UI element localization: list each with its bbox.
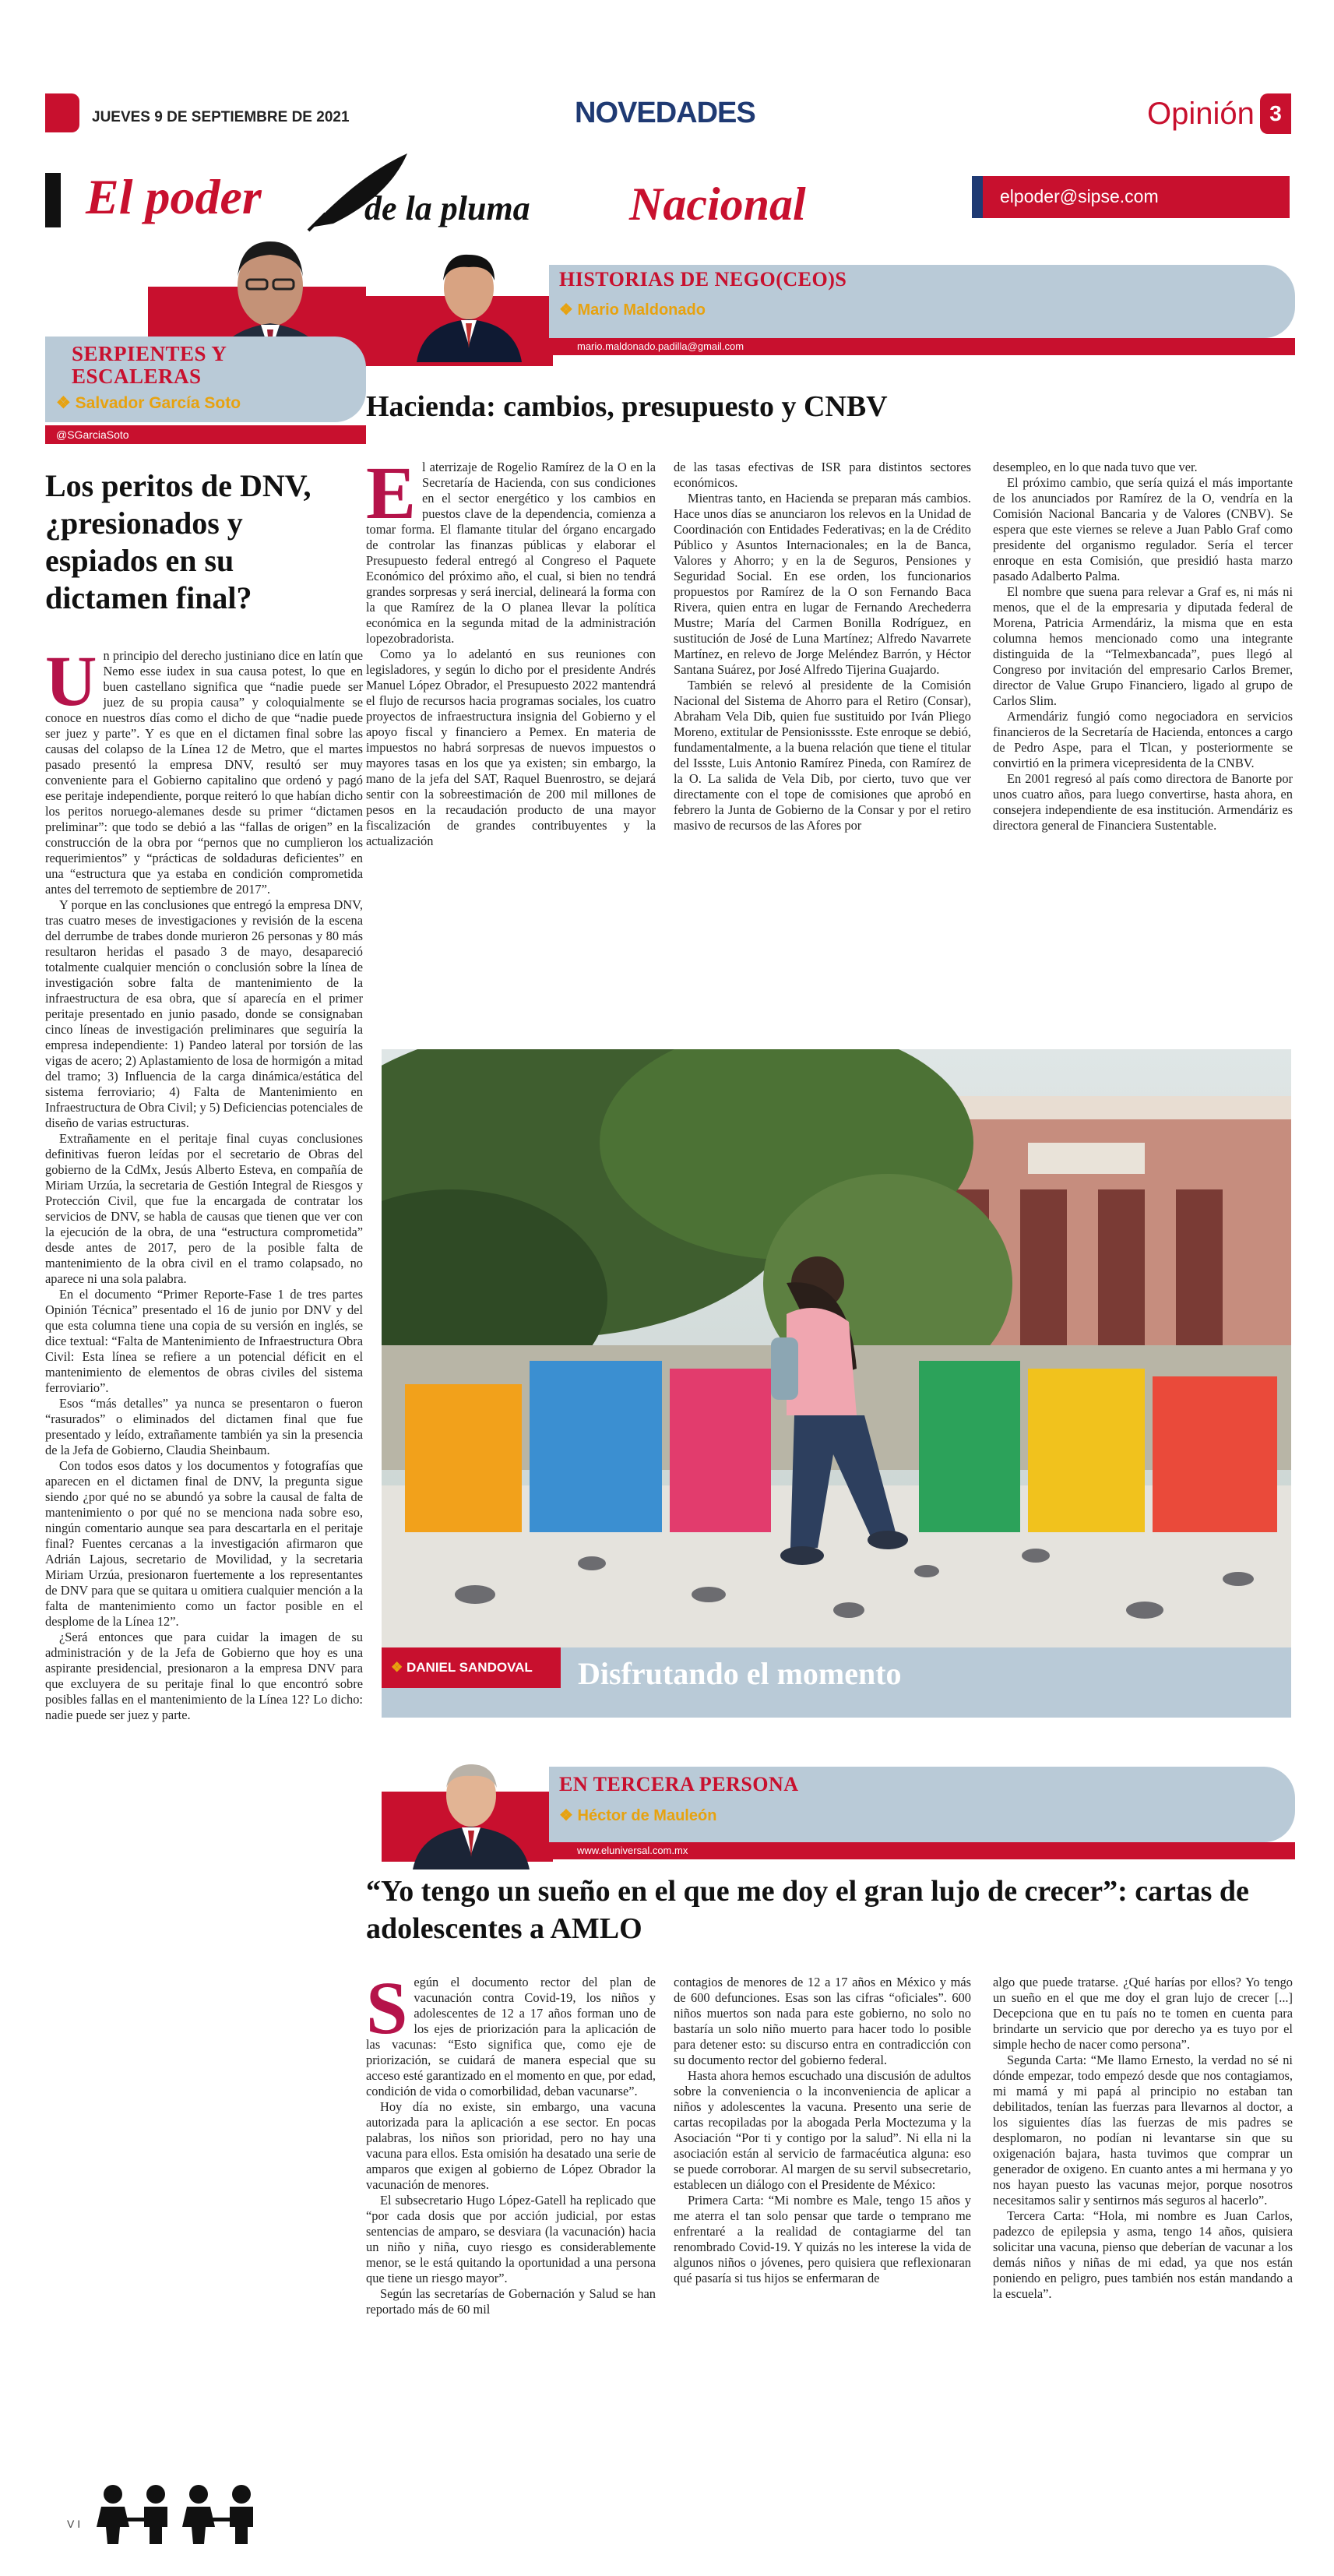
email-badge [972,176,1290,218]
left-paragraph-4: En el documento “Primer Reporte-Fase 1 de tres partes Opinión Técnica” presentado el 16 de junio por DNV y del que esta columna tiene una copia de su versión en inglés, se dice textual: “Falta de Mantenimiento de Infraestructura Obra Civil: Esta línea se refiere a un potencial déficit en el mantenimiento de elementos de obras civiles del sistema ferroviario”. [45,1287,363,1395]
author-portrait-2 [417,245,522,362]
bottom-headline: “Yo tengo un sueño en el que me doy el gran lujo de crecer”: cartas de adolescentes a AMLO [366,1875,1249,1945]
left-paragraph-3: Extrañamente en el peritaje final cuyas conclusiones definitivas fueron leídas por el secretario de Obras del gobierno de la CdMx, Jesús Alberto Esteva, en compañía de Miriam Urzúa, la secretaria de Gestión Integral de Riesgos y Protección Civil, que fue la encargada de contratar los servicios de DNV, se habla de causas que tienen que ver con la ejecución de la obra, de una “estructura comprometida” desde antes de 2017, pero de la posible falta de mantenimiento de la obra civil en el tramo colapsado, no aparece ni una sola palabra. [45,1131,363,1286]
left-handle[interactable]: @SGarciaSoto [56,428,129,441]
left-author-name: Salvador García Soto [75,394,241,412]
bottom-url[interactable]: www.eluniversal.com.mx [577,1845,688,1856]
bottom-url-bar [549,1842,1295,1859]
bottom-paragraph-9: Segunda Carta: “Me llamo Ernesto, la verdad no sé ni dónde empezar, todo empezó desde que nos contagiamos, mi mamá y mi papá al principio no estaban tan debilitados, tenían las fuerzas para llevarnos al doctor, a los siguientes días las fuerzas de mis padres se desplomaron, no podían ni levantarse sin que su oxigenación bajara, hasta tuvimos que comprar un generador de oxigeno. En cuanto antes a mi hermana y yo nos hayan puesto las vacunas mejor, porque nosotros necesitamos salir y sentirnos más seguros al hacerlo”. [993,2053,1293,2208]
header-date: JUEVES 9 DE SEPTIEMBRE DE 2021 [92,109,350,125]
photo-caption: Disfrutando el momento [578,1656,902,1691]
bottom-paragraph-3: El subsecretario Hugo López-Gatell ha replicado que “por cada dosis que por acción judicial, por estas sentencias de amparo, se desviara (la vacunación) hacia un niño y niña, cuyo riesgo es considerablemente menor, se le está quitando la oportunidad a una persona que tiene un riesgo mayor”. [366,2193,656,2285]
top-dropcap: E [366,451,417,534]
top-paragraph-6: desempleo, en lo que nada tuvo que ver. [993,460,1198,474]
top-article-col-3 [993,460,1293,833]
top-email-bar [549,338,1295,355]
bottom-paragraph-10: Tercera Carta: “Hola, mi nombre es Juan Carlos, padezco de epilepsia y asma, tengo 14 años, quisiera solicitar una vacuna, pienso que deberían de vacunar a los demás niños y niñas de mi edad, ya que nos están poniendo en peligro, pues también nos están mandando a la escuela”. [993,2208,1293,2301]
newspaper-name: NOVEDADES [575,97,755,129]
header-red-tab [45,93,79,132]
top-paragraph-10: En 2001 regresó al país como directora de Banorte por unos cuatro años, para luego convertirse, hasta ahora, en consejera independiente de esa institución. Armendáriz es directora general de Financiera Sustentable. [993,771,1293,833]
left-headline: Los peritos de DNV, ¿presionados y espiados en su dictamen final? [45,468,312,615]
bottom-paragraph-8: algo que puede tratarse. ¿Qué harías por ellos? Yo tengo un sueño en el que me doy el gran lujo de crecer [...] Decepciona que en tu país no te tomen en cuenta para brindarte un servicio que por derecho ya es tuyo por el simple hecho de nacer como persona”. [993,1975,1293,2052]
left-paragraph-5: Esos “más detalles” ya nunca se presentaron o fueron “rasurados” o eliminados del dictamen final que fue presentado y leído, extrañamente también ya sin la presencia de la Jefa de Gobierno, Claudia Sheinbaum. [45,1396,363,1457]
masthead-title-part3: Nacional [629,178,806,230]
star-icon: ❖ [391,1660,403,1675]
children-figures-icon [93,2483,273,2546]
left-column-name: SERPIENTES Y ESCALERAS [72,342,227,388]
bottom-paragraph-1: egún el documento rector del plan de vacunación contra Covid-19, los niños y adolescentes de 12 a 17 años forman uno de los ejes de priorización para la aplicación de las vacunas: “Esto significa que, como eje de priorización, se cuidará de manera especial que su acceso esté garantizado en el momento en que, por edad, condición de vida o comorbilidad, deban vacunarse”. [366,1975,656,2099]
bottom-article-col-3 [993,1975,1293,2302]
bottom-column-name: EN TERCERA PERSONA [559,1773,799,1795]
author-portrait-3 [413,1753,530,1869]
bottom-author-name: Héctor de Mauleón [577,1807,717,1824]
top-author-email[interactable]: mario.maldonado.padilla@gmail.com [577,340,744,352]
bottom-paragraph-6: Hasta ahora hemos escuchado una discusión de adultos sobre la conveniencia o la inconveniencia de aplicar a niños y adolescentes la vacuna. Presento una serie de cartas recopiladas por la abogada Perla Moctezuma y la Asociación “Por ti y contigo por la salud”. Ni ella ni la asociación están al servicio de farmacéutica alguna: eso se puede corroborar. Al margen de su servil subsecretario, establecen un diálogo con el Presidente de México: [674,2068,971,2192]
news-photo [382,1049,1291,1647]
left-dropcap: U [45,641,97,721]
section-name: Opinión [1147,97,1255,131]
top-article-col-2 [674,460,971,833]
top-article-col-1 [366,451,656,849]
left-paragraph-7: ¿Será entonces que para cuidar la imagen de su administración y de la Jefa de Gobierno que hoy es una aspirante presidencial, presionaron a la empresa DNV para que excluyera de su peritaje final lo que encontró sobre posibles fallas en el mantenimiento de la Línea 12? Lo dicho: nadie puede ser juez y parte. [45,1630,363,1722]
masthead-title-part1: El poder [86,169,262,224]
star-icon: ❖ [56,394,71,412]
top-paragraph-3: de las tasas efectivas de ISR para distintos sectores económicos. [674,460,971,490]
top-paragraph-5: También se relevó al presidente de la Comisión Nacional del Sistema de Ahorro para el Retiro (Consar), Abraham Vela Dib, quien fue sustituido por Iván Pliego Moreno, extitular de Pensionissste. Este enroque se debió, fundamentalmente, a la buena relación que tiene el titular del Issste, Luis Antonio Ramírez Pineda, con Ramírez de la O. La salida de Vela Dib, por cierto, tuvo que ver directamente con el tope de comisiones que aprobó en febrero la Junta de Gobierno de la Consar y por el retiro masivo de recursos de las Afores por [674,678,971,833]
top-headline: Hacienda: cambios, presupuesto y CNBV [366,390,888,423]
bottom-paragraph-7: Primera Carta: “Mi nombre es Male, tengo 15 años y me aterra el tan solo pensar que tarde o temprano me enfrentaré a la realidad de contagiarme del tan renombrado Covid-19. Y quizás no les interese la vida de algunos niños o jóvenes, pero quisiera que reflexionaran qué pasaría si tus hijos se enfermaran de [674,2193,971,2285]
left-author [56,393,241,413]
masthead-title-part2: de la pluma [364,189,530,227]
top-paragraph-4: Mientras tanto, en Hacienda se preparan más cambios. Hace unos días se anunciaron los relevos en la Unidad de Coordinación con Entidades Federativas; en la de Crédito Público y Asuntos Internacionales; en la de Banca, Valores y Ahorro; y en la de Seguros, Pensiones y Seguridad Social. En ese orden, los funcionarios propuestos por Ramírez de la O son Fernando Baca Rivera, quien entra en lugar de Fernando Arechederra Mustre; María del Carmen Bonilla Rodríguez, en sustitución de José de Luna Martínez; Alfredo Navarrete Martínez, en relevo de Jorge Meléndez Barrón, y Héctor Santana Suárez, por José Alfredo Tijerina Guajardo. [674,491,971,677]
page-number: 3 [1260,93,1291,134]
star-icon: ❖ [559,1807,573,1824]
top-paragraph-8: El nombre que suena para relevar a Graf es, ni más ni menos, que el de la empresaria y diputada federal de Morena, Patricia Armendáriz, la misma que en esta columna hemos mencionado como una integrante distinguida de la “Telmexbancada”, pues llegó al Congreso por invitación del empresario Carlos Bremer, director de Value Grupo Financiero, ligado al grupo de Carlos Slim. [993,584,1293,708]
top-column-name: HISTORIAS DE NEGO(CEO)S [559,268,847,291]
top-paragraph-7: El próximo cambio, que sería quizá el más importante de los anunciados por Ramírez de la O, vendría en la Comisión Nacional Bancaria y de Valores (CNBV). Se espera que este viernes se releve a Juan Pablo Graf como presidente del organismo regulador. Sería el tercer enroque en esta Comisión, que presidió hasta marzo pasado Adalberto Palma. [993,475,1293,583]
bottom-paragraph-5: contagios de menores de 12 a 17 años en México y más de 600 defunciones. Esas son las cifras “oficiales”. 600 niños muertos son nada para este gobierno, no solo no bastaría un solo niño muerto para hacer todo lo posible para detener esto: su discurso entra en contradicción con su documento rector del gobierno federal. [674,1975,971,2067]
left-handle-bar [45,425,366,444]
star-icon: ❖ [559,301,573,319]
top-author [559,300,706,319]
top-paragraph-9: Armendáriz fungió como negociadora en servicios financieros de la Secretaría de Hacienda, entonces a cargo de Pedro Aspe, para el Tlcan, y posteriormente se convirtió en la primera vicepresidenta de la CNBV. [993,709,1293,770]
masthead-bar [45,173,61,227]
bottom-paragraph-4: Según las secretarías de Gobernación y Salud se han reportado más de 60 mil [366,2286,656,2317]
left-paragraph-2: Y porque en las conclusiones que entregó la empresa DNV, tras cuatro meses de investigaciones y revisión de la escena del derrumbe de trabes donde murieron 26 personas y 80 más resultaron heridas el pasado 3 de mayo, desapareció totalmente cualquier mención o conclusión sobre la línea de investigación sobre falta de mantenimiento de la infraestructura de esa obra, que sí aparecía en el primer peritaje presentado en junio pasado, donde se consignaban cinco líneas de investigación preliminares que seguiría la empresa independiente: 1) Pandeo lateral por torsión de las vigas de acero; 2) Aplastamiento de losa de hormigón a mitad del tramo; 3) Influencia de la carga dinámica/estática del sistema ferroviario; 4) Falta de Mantenimiento en Infraestructura de Obra Civil; y 5) Deficiencias potenciales de diseño de varias estructuras. [45,897,363,1130]
masthead-email[interactable]: elpoder@sipse.com [1000,186,1159,206]
top-paragraph-2: Como ya lo adelantó en sus reuniones con legisladores, y según lo dicho por el presidente Andrés Manuel López Obrador, el Presupuesto 2022 mantendrá el flujo de recursos hacia programas sociales, los cuatro proyectos de infraestructura insignia del Gobierno y el apoyo fiscal y financiero a Pemex. En materia de impuestos no habrá sorpresas de nuevos impuestos o mayores tasas en los que ya existen; sin embargo, la mano de la jefa del SAT, Raquel Buenrostro, se dejará sentir con la sobreestimación de 200 mil millones de pesos en la recaudación producto de una mayor fiscalización de grandes contribuyentes y la actualización [366,647,656,848]
bottom-article-col-1 [366,1966,656,2317]
bottom-author [559,1806,716,1825]
bottom-dropcap: S [366,1966,408,2049]
top-paragraph-1: l aterrizaje de Rogelio Ramírez de la O en la Secretaría de Hacienda, con sus condiciones en el sector energético y los cambios en puestos clave de la dependencia, comienza a tomar forma. El flamante titular del órgano encargado de controlar las finanzas públicas y elaborar el Presupuesto federal entregó al Congreso el Paquete Económico del próximo año, el cual, si bien no tendrá grandes sorpresas y será inercial, delineará la forma con la que Ramírez de la O planea llevar la política económica en la segunda mitad de la administración lopezobradorista. [366,460,656,646]
left-paragraph-1: n principio del derecho justiniano dice en latín que Nemo esse iudex in sua causa potest, lo que en buen castellano significa que “nadie puede ser juez de su propia causa” y coloquialmente se conoce en nuestros días como el dicho de que “nadie puede ser juez y parte”. Y es que en el dictamen final sobre las causas del colapso de la Línea 12 de Metro, que el martes pasado presentó la empresa DNV, resultó ser muy conveniente para el Gobierno capitalino que ordenó y pagó ese peritaje independiente, porque reiteró lo que habían dicho los peritos noruego-alemanes desde su primer “dictamen preliminar”: que todo se debió a las “fallas de origen” en la construcción de la obra por “pernos que no cumplieron los requerimientos” y “prácticas de soldaduras deficientes” en una “estructura que ya estaba en condición comprometida antes del terremoto de septiembre de 2017”. [45,648,363,897]
left-sign-off: V I [67,2518,81,2530]
top-author-name: Mario Maldonado [577,301,706,319]
left-paragraph-6: Con todos esos datos y los documentos y fotografías que aparecen en el dictamen final de DNV, la pregunta sigue siendo ¿por qué no se abundó ya sobre la causal de falta de mantenimiento o por qué no se menciona nada sobre eso, ningún comentario aunque sea para descartarla en el peritaje final? Fuentes cercanas a la investigación afirmaron que Adrián Lajous, secretario de Movilidad, y la secretaria Miriam Urzúa, presionaron fuertemente a los representantes de DNV para que se quitara u omitiera cualquier mención a la falta de mantenimiento como un factor posible en el desplome de la Línea 12”. [45,1458,363,1629]
bottom-article-col-2 [674,1975,971,2286]
bottom-paragraph-2: Hoy día no existe, sin embargo, una vacuna autorizada para la aplicación a ese sector. En pocas palabras, los niños son prioridad, pero no hay una vacuna para ellos. Esta omisión ha desatado una serie de amparos que exigen al gobierno de López Obrador la vacunación de menores. [366,2099,656,2192]
photo-credit: DANIEL SANDOVAL [406,1660,533,1675]
photo-credit-box [382,1647,561,1688]
left-article-body [45,641,363,1723]
